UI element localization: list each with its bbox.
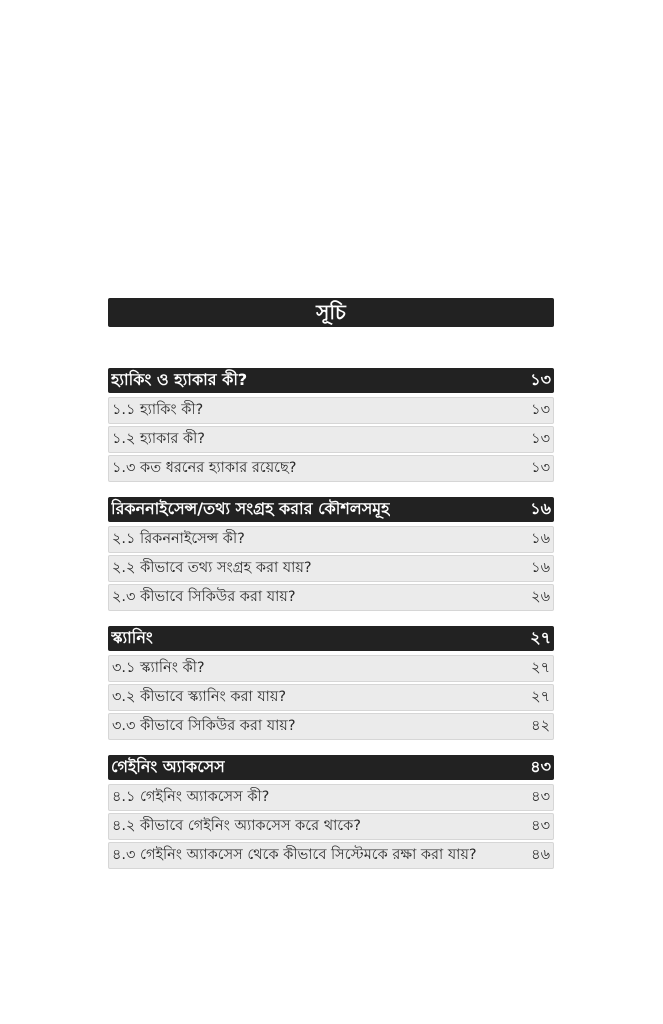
- section-page-number: ২৭: [530, 628, 551, 647]
- toc-entry[interactable]: [108, 713, 554, 740]
- toc-entry[interactable]: [108, 684, 554, 711]
- table-of-contents: [108, 368, 554, 884]
- entry-title: ১.১ হ্যাকিং কী?: [112, 401, 204, 418]
- entry-page-number: ৪৬: [531, 846, 550, 863]
- entry-page-number: ৪৩: [531, 788, 550, 805]
- toc-entry[interactable]: [108, 784, 554, 811]
- entry-page-number: ২৬: [531, 588, 550, 605]
- toc-section-2: [108, 497, 554, 611]
- toc-entry[interactable]: [108, 584, 554, 611]
- entry-page-number: ১৬: [531, 559, 550, 576]
- page-title: [108, 298, 554, 327]
- section-header[interactable]: [108, 497, 554, 522]
- section-header[interactable]: [108, 626, 554, 651]
- entry-page-number: ২৭: [531, 688, 550, 705]
- section-title: রিকননাইসেন্স/তথ্য সংগ্রহ করার কৌশলসমূহ: [111, 499, 390, 518]
- section-page-number: ৪৩: [530, 757, 551, 776]
- toc-entry[interactable]: [108, 455, 554, 482]
- page-title-text: সূচি: [316, 300, 346, 324]
- section-title: স্ক্যানিং: [111, 628, 153, 647]
- entry-title: ২.২ কীভাবে তথ্য সংগ্রহ করা যায়?: [112, 559, 312, 576]
- entry-page-number: ১৩: [531, 459, 550, 476]
- toc-entry[interactable]: [108, 842, 554, 869]
- entry-title: ২.১ রিকননাইসেন্স কী?: [112, 530, 245, 547]
- entry-title: ৪.১ গেইনিং অ্যাকসেস কী?: [112, 788, 270, 805]
- entry-page-number: ১৩: [531, 430, 550, 447]
- toc-entry[interactable]: [108, 397, 554, 424]
- entry-title: ৩.৩ কীভাবে সিকিউর করা যায়?: [112, 717, 296, 734]
- entry-title: ৩.১ স্ক্যানিং কী?: [112, 659, 205, 676]
- toc-entry[interactable]: [108, 555, 554, 582]
- section-header[interactable]: [108, 755, 554, 780]
- entry-title: ৩.২ কীভাবে স্ক্যানিং করা যায়?: [112, 688, 287, 705]
- entry-page-number: ৪৩: [531, 817, 550, 834]
- toc-section-3: [108, 626, 554, 740]
- entry-title: ৪.২ কীভাবে গেইনিং অ্যাকসেস করে থাকে?: [112, 817, 361, 834]
- entry-title: ৪.৩ গেইনিং অ্যাকসেস থেকে কীভাবে সিস্টেমকে রক্ষা করা যায়?: [112, 846, 477, 863]
- toc-entry[interactable]: [108, 813, 554, 840]
- entry-title: ১.২ হ্যাকার কী?: [112, 430, 206, 447]
- toc-section-1: [108, 368, 554, 482]
- toc-entry[interactable]: [108, 526, 554, 553]
- entry-title: ১.৩ কত ধরনের হ্যাকার রয়েছে?: [112, 459, 297, 476]
- toc-section-4: [108, 755, 554, 869]
- section-page-number: ১৬: [530, 499, 551, 518]
- section-title: গেইনিং অ্যাকসেস: [111, 757, 225, 776]
- toc-entry[interactable]: [108, 655, 554, 682]
- entry-page-number: ১৬: [531, 530, 550, 547]
- section-title: হ্যাকিং ও হ্যাকার কী?: [111, 370, 248, 389]
- section-page-number: ১৩: [530, 370, 551, 389]
- section-header[interactable]: [108, 368, 554, 393]
- entry-page-number: ১৩: [531, 401, 550, 418]
- entry-title: ২.৩ কীভাবে সিকিউর করা যায়?: [112, 588, 296, 605]
- entry-page-number: ২৭: [531, 659, 550, 676]
- entry-page-number: ৪২: [531, 717, 550, 734]
- toc-entry[interactable]: [108, 426, 554, 453]
